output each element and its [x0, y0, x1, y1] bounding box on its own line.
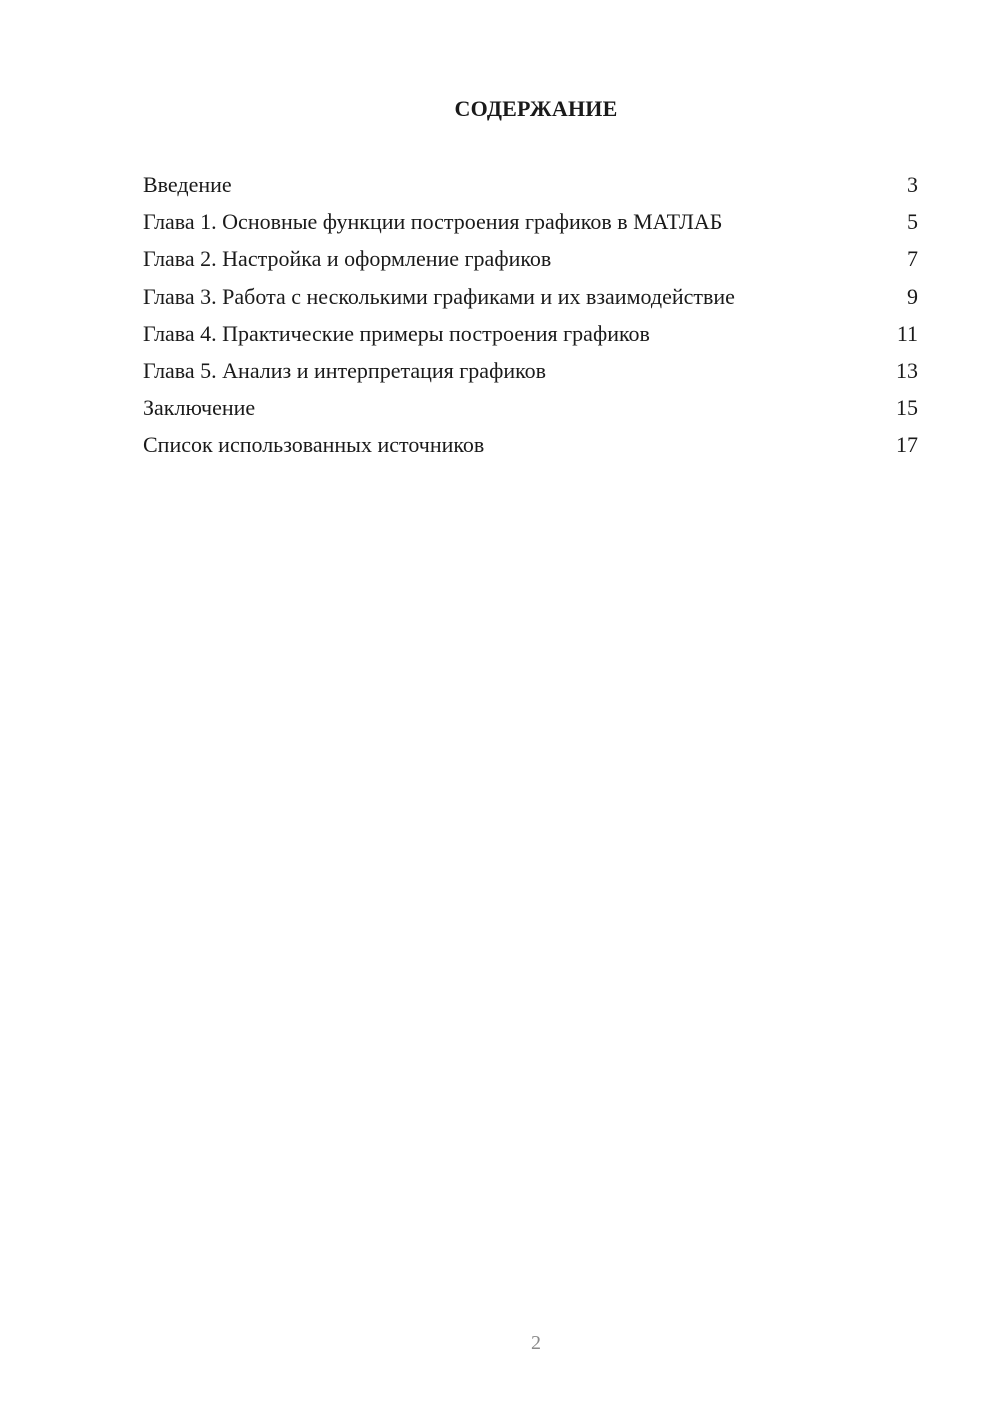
- toc-entry-title: Глава 1. Основные функции построения графиков в МАТЛАБ: [143, 209, 723, 235]
- toc-entry-page: 15: [896, 395, 918, 421]
- toc-entry-title: Глава 2. Настройка и оформление графиков: [143, 246, 552, 272]
- toc-entry-chapter-4[interactable]: [143, 318, 918, 355]
- page-title: СОДЕРЖАНИЕ: [454, 96, 618, 121]
- table-of-contents: [143, 169, 918, 467]
- toc-entry-chapter-5[interactable]: [143, 355, 918, 392]
- toc-entry-page: 11: [896, 320, 918, 346]
- toc-entry-page: 13: [896, 357, 918, 383]
- page-number: 2: [531, 1332, 541, 1354]
- toc-entry-chapter-3[interactable]: [143, 281, 918, 318]
- toc-entry-conclusion[interactable]: [143, 392, 918, 429]
- toc-entry-page: 7: [907, 246, 918, 272]
- toc-entry-title: Введение: [143, 172, 232, 197]
- toc-entry-title: Заключение: [143, 395, 256, 421]
- toc-entry-title: Глава 5. Анализ и интерпретация графиков: [143, 357, 547, 383]
- toc-entry-page: 5: [907, 209, 918, 235]
- toc-entry-introduction[interactable]: [143, 169, 918, 206]
- toc-entry-title: Глава 4. Практические примеры построения графиков: [143, 320, 650, 346]
- toc-entry-title: Список использованных источников: [143, 432, 485, 458]
- toc-entry-page: 3: [907, 172, 918, 197]
- toc-entry-page: 9: [907, 283, 918, 309]
- toc-entry-chapter-1[interactable]: [143, 206, 918, 243]
- toc-entry-page: 17: [896, 432, 918, 458]
- toc-entry-title: Глава 3. Работа с несколькими графиками и их взаимодействие: [143, 283, 735, 309]
- toc-entry-references[interactable]: [143, 429, 918, 466]
- toc-entry-chapter-2[interactable]: [143, 243, 918, 280]
